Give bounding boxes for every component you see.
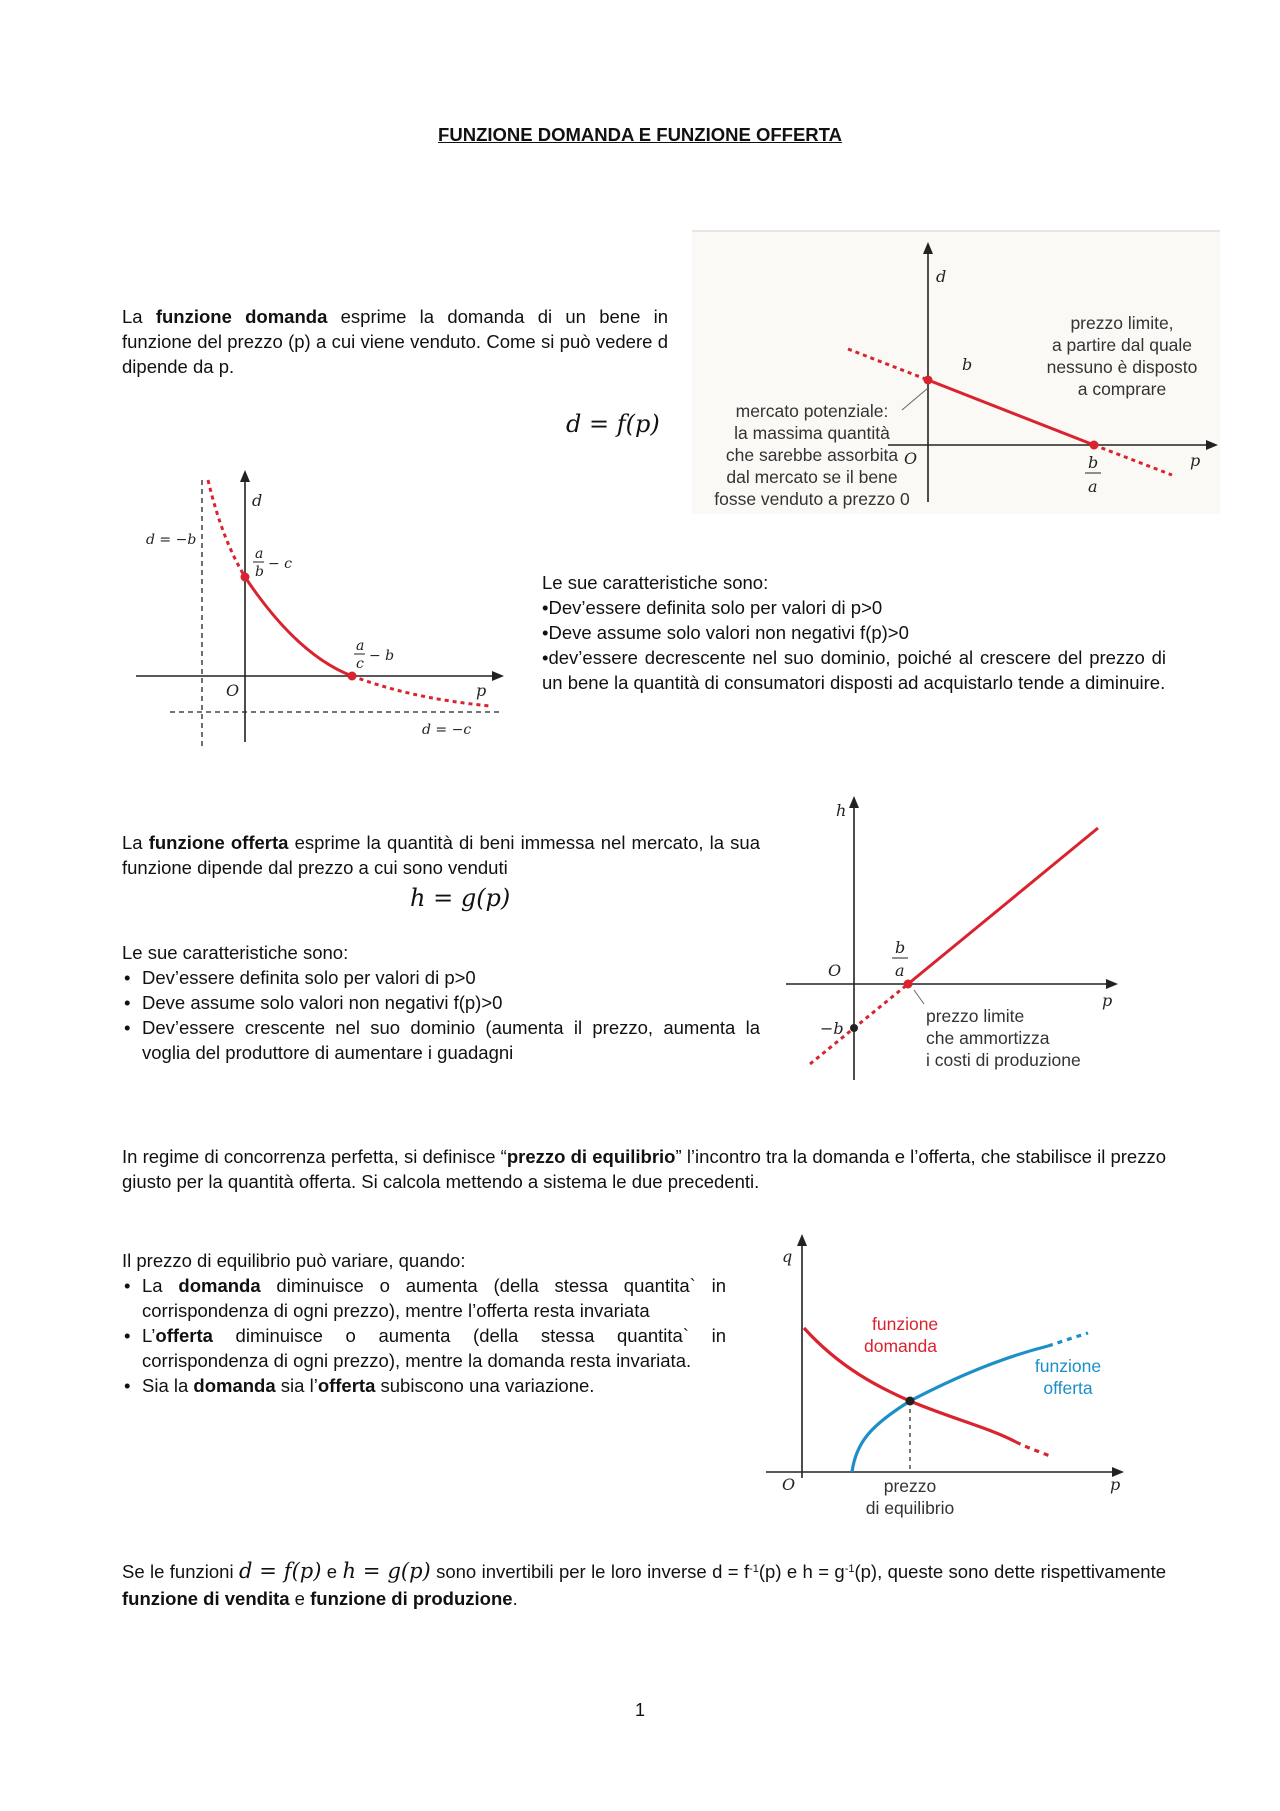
- variation-item-2: [122, 1323, 726, 1373]
- variation-2-bold: offerta: [155, 1325, 213, 1346]
- equilibrium-point: [906, 1397, 915, 1406]
- y-axis-arrow: [849, 796, 859, 808]
- variation-3-pre: Sia la: [142, 1375, 194, 1396]
- inverse-t1: Se le funzioni: [122, 1561, 239, 1582]
- demand-char-3: •dev’essere decrescente nel suo dominio, poiché al crescere del prezzo di un bene la quantità di consumatori disposti ad acquistarlo tende a diminuire.: [542, 647, 1166, 693]
- demand-char-title: Le sue caratteristiche sono:: [542, 572, 769, 593]
- limit-note-2: a partire dal quale: [1051, 335, 1193, 355]
- equilibrium-bold: prezzo di equilibrio: [506, 1146, 676, 1167]
- mid-label-num: a: [356, 638, 365, 654]
- variations-intro: Il prezzo di equilibrio può variare, quando:: [122, 1250, 466, 1271]
- inverse-t4: (p) e h = g: [758, 1561, 845, 1582]
- variation-3-mid: sia l’: [275, 1375, 318, 1396]
- mid-label-den: c: [356, 656, 364, 672]
- supply-note-2: che ammortizza: [926, 1028, 1050, 1048]
- vertical-asymptote-label: d = −b: [146, 532, 197, 548]
- limit-note-3: nessuno è disposto: [1046, 357, 1198, 377]
- intercept-ba-point: [1090, 441, 1099, 450]
- inverse-t2: e: [321, 1561, 343, 1582]
- variation-1-bold: domanda: [178, 1275, 261, 1296]
- x-axis-label: p: [1102, 991, 1113, 1010]
- origin-label: O: [828, 961, 842, 980]
- mid-label-suffix: − b: [369, 648, 395, 664]
- demand-characteristics: [542, 570, 1166, 695]
- y-axis-label: q: [782, 1247, 793, 1266]
- variation-item-3: [122, 1373, 726, 1398]
- x-axis-label: p: [1110, 1475, 1121, 1494]
- variation-2-post: diminuisce o aumenta (della stessa quantita` in corrispondenza di ogni prezzo), mentre la domanda resta invariata.: [142, 1325, 726, 1371]
- y-axis-label: h: [836, 801, 847, 820]
- variations-section: [122, 1248, 726, 1398]
- eq-label-2: di equilibrio: [865, 1498, 955, 1518]
- top-label-suffix: − c: [268, 556, 293, 572]
- inverse-bold-1: funzione di vendita: [122, 1588, 290, 1609]
- supply-characteristics: [122, 940, 760, 1065]
- x-axis-arrow: [1106, 979, 1118, 989]
- supply-label-2: offerta: [1043, 1378, 1093, 1398]
- origin-label: O: [904, 449, 918, 468]
- demand-intro-pre: La: [122, 306, 156, 327]
- neg-b-label: −b: [820, 1019, 844, 1038]
- supply-note-3: i costi di produzione: [926, 1050, 1081, 1070]
- x-axis-label: p: [476, 681, 487, 700]
- supply-intro-bold: funzione offerta: [148, 832, 289, 853]
- ba-den-label: a: [1088, 477, 1098, 496]
- intercept-b-point: [924, 376, 933, 385]
- y-axis-arrow: [240, 470, 250, 482]
- equilibrium-paragraph: [122, 1144, 1166, 1194]
- origin-label: O: [226, 681, 240, 700]
- supply-line: [908, 828, 1098, 984]
- variation-2-pre: L’: [142, 1325, 156, 1346]
- variation-item-1: [122, 1273, 726, 1323]
- equilibrium-pre: In regime di concorrenza perfetta, si definisce “: [122, 1146, 507, 1167]
- limit-note-4: a comprare: [1077, 379, 1167, 399]
- demand-label-2: domanda: [864, 1336, 937, 1356]
- supply-note-1: prezzo limite: [926, 1006, 1025, 1026]
- supply-curve: [852, 1346, 1048, 1472]
- top-label-num: a: [255, 546, 264, 562]
- inverse-t7: .: [512, 1588, 518, 1609]
- demand-curve-dashed-right: [352, 676, 490, 706]
- ba-num-label: b: [1088, 453, 1099, 472]
- demand-char-2: •Deve assume solo valori non negativi f(p)>0: [542, 622, 909, 643]
- variation-1-post: diminuisce o aumenta (della stessa quantita` in corrispondenza di ogni prezzo), mentre l’offerta resta invariata: [142, 1275, 726, 1321]
- inverse-bold-2: funzione di produzione: [310, 1588, 513, 1609]
- ba-den-label: a: [895, 961, 905, 980]
- y-axis-label: d: [252, 491, 263, 510]
- note-pointer-line: [914, 990, 924, 1004]
- linear-demand-graph: [692, 230, 1220, 514]
- supply-label-1: funzione: [1034, 1356, 1102, 1376]
- limit-note-1: prezzo limite,: [1070, 313, 1174, 333]
- demand-formula: d = f(p): [566, 410, 660, 438]
- market-note-1: mercato potenziale:: [735, 401, 889, 421]
- demand-label-1: funzione: [872, 1314, 939, 1334]
- equilibrium-post: ” l’incontro tra la domanda e l’offerta, che stabilisce il prezzo giusto per la quantità offerta. Si calcola mettendo a sistema le due precedenti.: [122, 1146, 1167, 1192]
- page-number: 1: [634, 1700, 645, 1720]
- b-label: b: [962, 355, 973, 374]
- eq-label-1: prezzo: [883, 1476, 937, 1496]
- y-axis-arrow: [797, 1234, 807, 1246]
- inverse-t3: sono invertibili per le loro inverse d = f: [430, 1561, 750, 1582]
- demand-curve-dashed-left: [208, 480, 245, 577]
- supply-graph: [780, 790, 1140, 1086]
- market-note-2: la massima quantità: [734, 423, 890, 443]
- horizontal-asymptote-label: d = −c: [422, 722, 472, 738]
- demand-curve-dashed: [1016, 1442, 1050, 1456]
- intercept-point: [241, 573, 250, 582]
- supply-char-title: Le sue caratteristiche sono:: [122, 942, 349, 963]
- market-note-4: dal mercato se il bene: [726, 467, 898, 487]
- market-note-5: fosse venduto a prezzo 0: [714, 489, 910, 509]
- top-label-den: b: [255, 564, 264, 580]
- variation-1-pre: La: [142, 1275, 179, 1296]
- inverse-sup-2: -1: [844, 1563, 855, 1575]
- demand-intro: [122, 304, 668, 379]
- demand-curve: [245, 577, 352, 676]
- origin-label: O: [782, 1475, 796, 1494]
- variation-3-bold: domanda: [193, 1375, 276, 1396]
- neg-b-point: [850, 1024, 858, 1032]
- inverse-t6: e: [289, 1588, 311, 1609]
- variation-3-bold2: offerta: [317, 1375, 376, 1396]
- inverse-formula-1: d = f(p): [238, 1559, 322, 1583]
- supply-intro-post: esprime la quantità di beni immessa nel mercato, la sua funzione dipende dal prezzo a cui sono venduti: [122, 832, 761, 878]
- inverse-formula-2: h = g(p): [342, 1559, 431, 1583]
- hyperbolic-demand-graph: [130, 462, 510, 752]
- supply-formula: h = g(p): [410, 884, 511, 912]
- supply-intro-pre: La: [122, 832, 149, 853]
- equilibrium-graph: [760, 1228, 1140, 1528]
- supply-char-1: • Dev’essere definita solo per valori di p>0: [122, 965, 760, 990]
- inverse-sup-1: -1: [749, 1563, 759, 1575]
- supply-char-3: • Dev’essere crescente nel suo dominio (aumenta il prezzo, aumenta la voglia del produttore di aumentare i guadagni: [122, 1015, 760, 1065]
- x-axis-arrow: [492, 671, 504, 681]
- y-axis-label: d: [936, 267, 947, 286]
- x-axis-label: p: [1190, 451, 1201, 470]
- supply-intro: [122, 830, 760, 880]
- page-title: FUNZIONE DOMANDA E FUNZIONE OFFERTA: [438, 124, 842, 145]
- inverse-paragraph: [122, 1558, 1166, 1612]
- inverse-t5: (p), queste sono dette rispettivamente: [854, 1561, 1166, 1582]
- variation-3-post: subiscono una variazione.: [375, 1375, 595, 1396]
- market-note-3: che sarebbe assorbita: [725, 445, 899, 465]
- demand-intro-bold: funzione domanda: [155, 306, 328, 327]
- zero-point: [348, 672, 357, 681]
- limit-price-point: [904, 980, 913, 989]
- supply-curve-dashed: [1048, 1333, 1088, 1346]
- demand-char-1: •Dev’essere definita solo per valori di p>0: [542, 597, 883, 618]
- supply-char-2: • Deve assume solo valori non negativi f(p)>0: [122, 990, 760, 1015]
- ba-num-label: b: [895, 938, 906, 957]
- demand-intro-post: esprime la domanda di un bene in funzione del prezzo (p) a cui viene venduto. Come si può vedere d dipende da p.: [122, 306, 669, 377]
